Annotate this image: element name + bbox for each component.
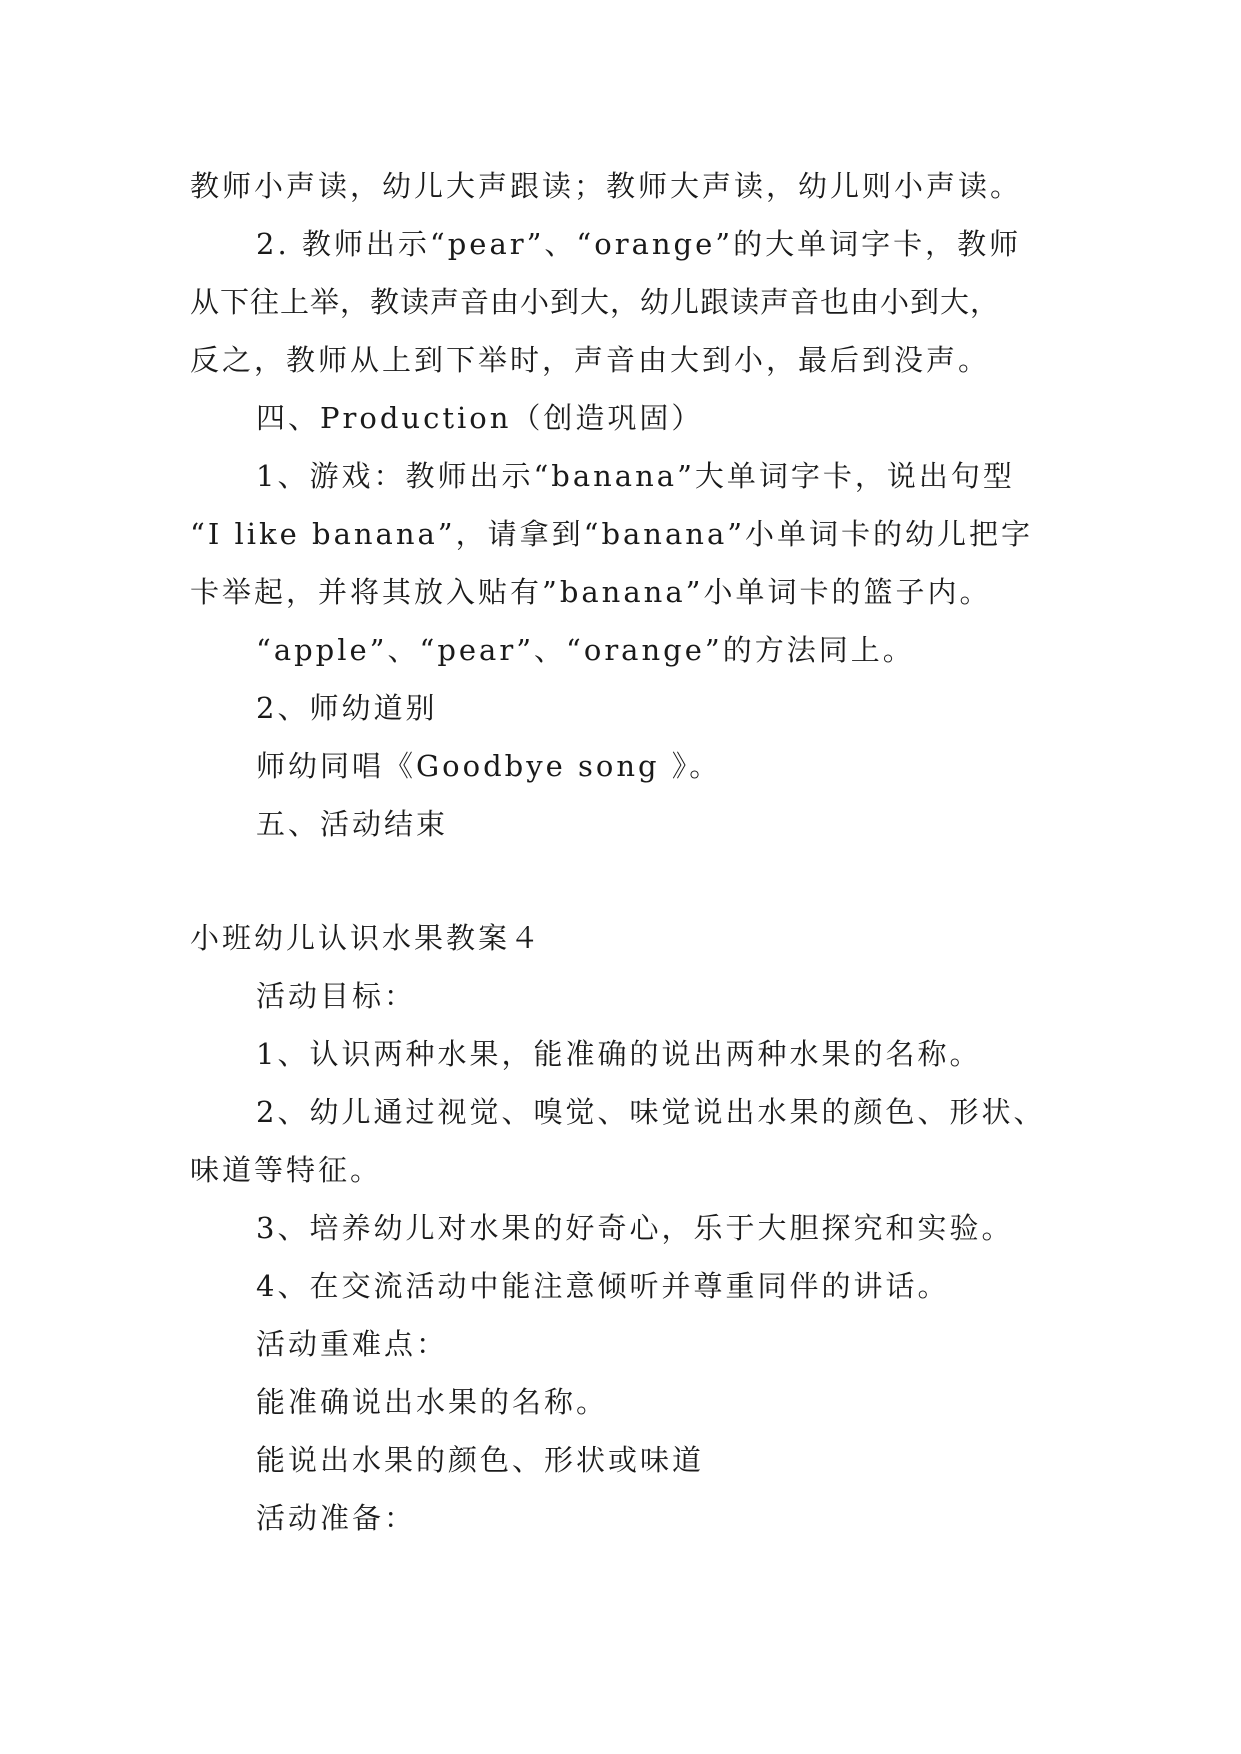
- paragraph-line: 师幼同唱《Goodbye song 》。: [256, 749, 722, 783]
- paragraph-line: 反之，教师从上到下举时，声音由大到小，最后到没声。: [190, 343, 991, 377]
- paragraph-line: 能说出水果的颜色、形状或味道: [256, 1443, 705, 1477]
- paragraph-line: 2、幼儿通过视觉、嗅觉、味觉说出水果的颜色、形状、: [256, 1095, 1046, 1129]
- paragraph-line: “I like banana”，请拿到“banana”小单词卡的幼儿把字: [190, 517, 1034, 551]
- paragraph-line: “apple”、“pear”、“orange”的方法同上。: [256, 633, 915, 667]
- paragraph-line: 能准确说出水果的名称。: [256, 1385, 609, 1419]
- paragraph-line: 教师小声读，幼儿大声跟读；教师大声读，幼儿则小声读。: [190, 169, 1023, 203]
- paragraph-line: 2、师幼道别: [256, 691, 438, 725]
- section-heading: 活动目标：: [256, 979, 417, 1013]
- section-heading: 五、活动结束: [256, 807, 449, 841]
- paragraph-line: 2. 教师出示“pear”、“orange”的大单词字卡，教师: [256, 227, 1022, 261]
- paragraph-line: 1、认识两种水果，能准确的说出两种水果的名称。: [256, 1037, 982, 1071]
- section-heading: 四、Production（创造巩固）: [256, 401, 704, 435]
- paragraph-line: 味道等特征。: [190, 1153, 383, 1187]
- document-title: 小班幼儿认识水果教案４: [190, 921, 543, 955]
- paragraph-line: 3、培养幼儿对水果的好奇心，乐于大胆探究和实验。: [256, 1211, 1014, 1245]
- section-heading: 活动重难点：: [256, 1327, 449, 1361]
- section-heading: 活动准备：: [256, 1501, 417, 1535]
- paragraph-line: 4、在交流活动中能注意倾听并尊重同伴的讲话。: [256, 1269, 950, 1303]
- paragraph-line: 卡举起，并将其放入贴有”banana”小单词卡的篮子内。: [190, 575, 992, 609]
- paragraph-line: 从下往上举，教读声音由小到大，幼儿跟读声音也由小到大，: [190, 285, 1001, 319]
- paragraph-line: 1、游戏：教师出示“banana”大单词字卡，说出句型: [256, 459, 1015, 493]
